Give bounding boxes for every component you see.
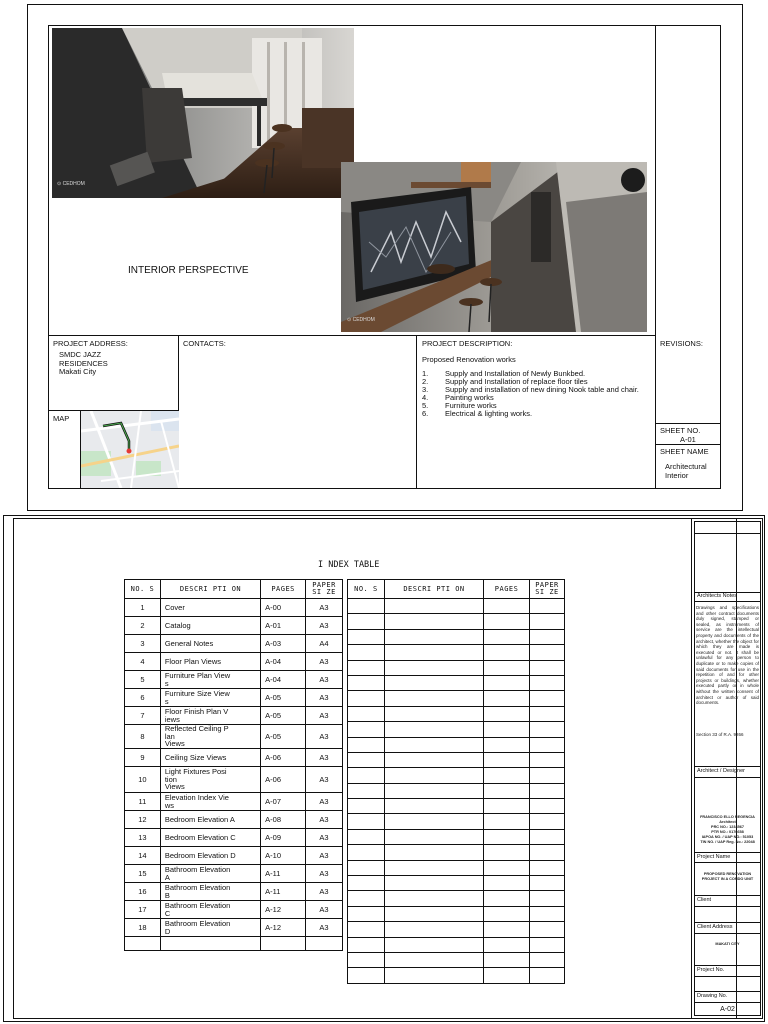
table-row — [348, 968, 565, 983]
tb-rule — [694, 601, 761, 602]
empty-cell — [384, 860, 483, 875]
empty-cell — [484, 752, 530, 767]
description-list — [422, 370, 652, 418]
table-row — [125, 767, 343, 793]
table-row — [348, 675, 565, 690]
tb-rule — [694, 533, 761, 534]
empty-cell — [484, 860, 530, 875]
tb-rule — [694, 965, 761, 966]
cell-no: 5 — [125, 671, 161, 689]
empty-cell — [384, 891, 483, 906]
table-row — [348, 814, 565, 829]
cell-description: Bedroom Elevation D — [160, 847, 260, 865]
description-item: 1. Supply and Installation of Newly Bunkbed. — [422, 369, 586, 378]
cell-size: A3 — [306, 767, 343, 793]
empty-cell — [484, 768, 530, 783]
table-row — [125, 811, 343, 829]
empty-cell — [530, 829, 565, 844]
cell-description: Catalog — [160, 617, 260, 635]
watermark-2: ⊙ CEDHOM — [347, 317, 375, 323]
cell-no: 14 — [125, 847, 161, 865]
cell-no: 8 — [125, 725, 161, 749]
empty-cell — [484, 829, 530, 844]
tb-rule — [694, 906, 761, 907]
cell-description: Furniture Plan View s — [160, 671, 260, 689]
empty-cell — [484, 737, 530, 752]
empty-cell — [530, 952, 565, 967]
col-header-pages: PAGES — [484, 580, 530, 599]
table-row — [348, 845, 565, 860]
cell-size: A3 — [306, 707, 343, 725]
empty-cell — [348, 860, 385, 875]
tb-rule — [694, 895, 761, 896]
cell-pages: A-12 — [261, 919, 306, 937]
client-address-label: Client Address — [697, 924, 733, 930]
client-address-value: MAKATI CITY — [715, 942, 740, 946]
description-item: 5. Furniture works — [422, 401, 497, 410]
project-description-intro: Proposed Renovation works — [422, 355, 516, 364]
empty-cell — [348, 752, 385, 767]
tb-rule — [694, 991, 761, 992]
empty-cell — [348, 922, 385, 937]
tb-rule — [694, 852, 761, 853]
cell-description: Bathroom Elevation C — [160, 901, 260, 919]
project-no-label: Project No. — [697, 967, 725, 973]
cell-description — [160, 937, 260, 951]
col-header-paper-size: PAPER SI ZE — [530, 580, 565, 599]
empty-cell — [384, 906, 483, 921]
architects-notes-text: Drawings and specifications and other contract documents duly signed, stamped or sealed, as instruments of service are the intellectual property and documents of the architect, whether the object for which they are made is executed or not. It shall be unlawful for any person to duplicate or to make copies of said documents for use in the repetition of and for other projects or buildings, whether executed partly or in whole without the written consent of architect or author of said documents. — [696, 605, 759, 706]
cell-description: Floor Finish Plan V iews — [160, 707, 260, 725]
empty-cell — [348, 675, 385, 690]
contacts-label: CONTACTS: — [183, 339, 226, 348]
cell-no: 9 — [125, 749, 161, 767]
empty-cell — [484, 691, 530, 706]
table-row — [348, 722, 565, 737]
cell-description: Elevation Index Vie ws — [160, 793, 260, 811]
sheet-no-value: A-01 — [680, 435, 696, 444]
project-name-value: PROPOSED RENOVATION PROJECT IN A CONDO UNIT — [701, 872, 754, 881]
empty-cell — [484, 629, 530, 644]
empty-cell — [384, 799, 483, 814]
cell-size: A3 — [306, 865, 343, 883]
col-header-no: NO. S — [348, 580, 385, 599]
cell-no: 15 — [125, 865, 161, 883]
col-header-paper-size: PAPER SI ZE — [306, 580, 343, 599]
empty-cell — [530, 906, 565, 921]
empty-cell — [484, 660, 530, 675]
cell-pages: A-09 — [261, 829, 306, 847]
empty-cell — [484, 614, 530, 629]
table-row — [348, 829, 565, 844]
project-name-label: Project Name — [697, 854, 731, 860]
cell-no: 17 — [125, 901, 161, 919]
cell-pages: A-01 — [261, 617, 306, 635]
empty-cell — [530, 691, 565, 706]
empty-cell — [484, 876, 530, 891]
empty-cell — [530, 937, 565, 952]
architect-info: FRANCISCO ELLO REGENCIA Architect PRC NO.: 1234567 PTR NO.: 0176658 IAPOA NO. / UAP NO.: 51053 TIN NO. / UAP Reg. No.: 22048 — [700, 815, 755, 844]
tb-rule — [694, 766, 761, 767]
project-address-label: PROJECT ADDRESS: — [53, 339, 128, 348]
empty-cell — [348, 645, 385, 660]
architects-notes-label: Architects Notes — [697, 593, 738, 599]
sheet-name-divider — [655, 444, 721, 445]
cell-no: 18 — [125, 919, 161, 937]
cell-pages: A-06 — [261, 767, 306, 793]
location-map — [81, 411, 179, 488]
col-header-description: DESCRI PTI ON — [384, 580, 483, 599]
table-row — [125, 707, 343, 725]
col-header-description: DESCRI PTI ON — [160, 580, 260, 599]
empty-cell — [348, 706, 385, 721]
table-row — [125, 689, 343, 707]
cell-pages: A-04 — [261, 671, 306, 689]
cell-no: 12 — [125, 811, 161, 829]
cell-pages: A-05 — [261, 707, 306, 725]
col-header-no: NO. S — [125, 580, 161, 599]
empty-cell — [484, 675, 530, 690]
empty-cell — [348, 737, 385, 752]
empty-cell — [530, 876, 565, 891]
table-row — [125, 901, 343, 919]
sheet-no-label: SHEET NO. — [660, 426, 701, 435]
empty-cell — [384, 706, 483, 721]
info-divider-2 — [416, 335, 417, 489]
cell-pages: A-10 — [261, 847, 306, 865]
tb-rule — [694, 777, 761, 778]
empty-cell — [348, 768, 385, 783]
empty-cell — [530, 629, 565, 644]
table-row — [125, 635, 343, 653]
empty-cell — [384, 752, 483, 767]
cell-description: Ceiling Size Views — [160, 749, 260, 767]
empty-cell — [484, 845, 530, 860]
revisions-label: REVISIONS: — [660, 339, 703, 348]
cell-pages: A-04 — [261, 653, 306, 671]
empty-cell — [530, 660, 565, 675]
index-table-left — [124, 579, 343, 951]
drawing-no-value: A-02 — [720, 1006, 735, 1013]
table-row — [125, 749, 343, 767]
empty-cell — [530, 737, 565, 752]
cell-size: A3 — [306, 829, 343, 847]
empty-cell — [484, 952, 530, 967]
cell-size: A3 — [306, 617, 343, 635]
cell-size: A3 — [306, 847, 343, 865]
empty-cell — [484, 906, 530, 921]
table-row — [125, 919, 343, 937]
cell-description: Bedroom Elevation A — [160, 811, 260, 829]
empty-cell — [348, 660, 385, 675]
cell-pages: A-03 — [261, 635, 306, 653]
empty-cell — [384, 968, 483, 983]
tb-rule — [694, 922, 761, 923]
table-row — [348, 614, 565, 629]
empty-cell — [384, 599, 483, 614]
table-row — [348, 691, 565, 706]
cell-size: A3 — [306, 689, 343, 707]
table-row — [348, 937, 565, 952]
cell-size: A3 — [306, 793, 343, 811]
empty-cell — [530, 752, 565, 767]
empty-cell — [484, 706, 530, 721]
table-row — [348, 706, 565, 721]
empty-cell — [384, 922, 483, 937]
empty-cell — [530, 599, 565, 614]
cell-pages: A-06 — [261, 749, 306, 767]
table-row — [348, 906, 565, 921]
cell-description: Reflected Ceiling P lan Views — [160, 725, 260, 749]
cell-no — [125, 937, 161, 951]
cell-size: A3 — [306, 811, 343, 829]
empty-cell — [348, 952, 385, 967]
cell-size: A3 — [306, 919, 343, 937]
table-row — [348, 752, 565, 767]
cell-description: Bathroom Elevation D — [160, 919, 260, 937]
cell-size: A3 — [306, 725, 343, 749]
table-row — [125, 793, 343, 811]
empty-cell — [530, 860, 565, 875]
table-row — [348, 629, 565, 644]
map-label: MAP — [53, 414, 70, 423]
empty-cell — [348, 783, 385, 798]
description-item: 2. Supply and Installation of replace floor tiles — [422, 377, 588, 386]
table-row — [125, 883, 343, 901]
project-address-value: SMDC JAZZ RESIDENCES Makati City — [59, 350, 108, 376]
empty-cell — [484, 799, 530, 814]
empty-cell — [384, 691, 483, 706]
table-row — [125, 865, 343, 883]
empty-cell — [530, 891, 565, 906]
table-row — [348, 783, 565, 798]
cell-pages: A-00 — [261, 599, 306, 617]
cell-description: Bathroom Elevation A — [160, 865, 260, 883]
sheet-name-value: Architectural Interior — [665, 462, 707, 480]
sheet-1-top-rule — [27, 4, 743, 5]
cell-no: 6 — [125, 689, 161, 707]
empty-cell — [384, 937, 483, 952]
table-row — [125, 847, 343, 865]
empty-cell — [484, 645, 530, 660]
cell-size — [306, 937, 343, 951]
cell-no: 1 — [125, 599, 161, 617]
empty-cell — [484, 722, 530, 737]
tb-rule — [694, 862, 761, 863]
cell-size: A3 — [306, 901, 343, 919]
empty-cell — [384, 768, 483, 783]
cell-pages: A-12 — [261, 901, 306, 919]
cell-size: A3 — [306, 749, 343, 767]
table-row — [125, 599, 343, 617]
title-column-divider — [655, 25, 656, 489]
empty-cell — [348, 906, 385, 921]
cell-pages: A-05 — [261, 689, 306, 707]
table-row — [348, 952, 565, 967]
cell-size: A4 — [306, 635, 343, 653]
cell-no: 3 — [125, 635, 161, 653]
cell-size: A3 — [306, 671, 343, 689]
cell-no: 16 — [125, 883, 161, 901]
cell-size: A3 — [306, 653, 343, 671]
empty-cell — [530, 922, 565, 937]
table-row — [348, 645, 565, 660]
empty-cell — [384, 814, 483, 829]
cell-pages: A-05 — [261, 725, 306, 749]
empty-cell — [384, 876, 483, 891]
empty-cell — [530, 845, 565, 860]
cell-pages: A-07 — [261, 793, 306, 811]
sheet-no-divider — [655, 423, 721, 424]
tb-rule — [694, 976, 761, 977]
empty-cell — [530, 968, 565, 983]
cell-description: Furniture Size View s — [160, 689, 260, 707]
cell-description: Light Fixtures Posi tion Views — [160, 767, 260, 793]
cell-description: General Notes — [160, 635, 260, 653]
description-item: 4. Painting works — [422, 393, 494, 402]
empty-cell — [348, 599, 385, 614]
empty-cell — [384, 737, 483, 752]
empty-cell — [484, 599, 530, 614]
empty-cell — [530, 722, 565, 737]
empty-cell — [484, 968, 530, 983]
client-label: Client — [697, 897, 712, 903]
empty-cell — [384, 629, 483, 644]
table-row — [348, 799, 565, 814]
empty-cell — [384, 675, 483, 690]
cell-description: Floor Plan Views — [160, 653, 260, 671]
empty-cell — [384, 645, 483, 660]
table-row — [348, 876, 565, 891]
empty-cell — [484, 783, 530, 798]
cell-pages — [261, 937, 306, 951]
bunkbed-render — [52, 28, 354, 198]
info-band-divider — [48, 335, 655, 336]
cell-no: 4 — [125, 653, 161, 671]
empty-cell — [384, 829, 483, 844]
empty-cell — [348, 799, 385, 814]
watermark-1: ⊙ CEDHOM — [57, 181, 85, 187]
cell-description: Bedroom Elevation C — [160, 829, 260, 847]
tb-rule — [694, 1002, 761, 1003]
col-header-pages: PAGES — [261, 580, 306, 599]
cell-pages: A-08 — [261, 811, 306, 829]
interior-perspective-caption: INTERIOR PERSPECTIVE — [128, 265, 249, 276]
empty-cell — [484, 891, 530, 906]
empty-cell — [384, 952, 483, 967]
empty-cell — [530, 814, 565, 829]
dining-nook-render — [341, 162, 647, 332]
cell-no: 2 — [125, 617, 161, 635]
project-description-label: PROJECT DESCRIPTION: — [422, 339, 513, 348]
empty-cell — [484, 937, 530, 952]
cell-no: 13 — [125, 829, 161, 847]
table-row — [348, 922, 565, 937]
empty-cell — [348, 968, 385, 983]
cell-pages: A-11 — [261, 865, 306, 883]
table-row — [348, 860, 565, 875]
empty-cell — [530, 675, 565, 690]
architect-designer-label: Architect / Designer — [697, 768, 745, 774]
cell-description: Cover — [160, 599, 260, 617]
empty-cell — [530, 783, 565, 798]
cell-size: A3 — [306, 599, 343, 617]
table-row — [125, 725, 343, 749]
table-row — [348, 599, 565, 614]
table-row — [125, 937, 343, 951]
empty-cell — [484, 814, 530, 829]
description-item: 6. Electrical & lighting works. — [422, 409, 533, 418]
empty-cell — [484, 922, 530, 937]
empty-cell — [348, 829, 385, 844]
table-row — [125, 671, 343, 689]
table-row — [125, 829, 343, 847]
empty-cell — [530, 614, 565, 629]
index-table-title: I NDEX TABLE — [318, 560, 380, 570]
empty-cell — [530, 799, 565, 814]
cell-description: Bathroom Elevation B — [160, 883, 260, 901]
empty-cell — [384, 783, 483, 798]
tb-rule — [694, 933, 761, 934]
empty-cell — [384, 614, 483, 629]
empty-cell — [384, 660, 483, 675]
cell-no: 11 — [125, 793, 161, 811]
empty-cell — [530, 768, 565, 783]
empty-cell — [384, 845, 483, 860]
empty-cell — [348, 614, 385, 629]
empty-cell — [530, 645, 565, 660]
empty-cell — [384, 722, 483, 737]
empty-cell — [348, 937, 385, 952]
table-row — [348, 891, 565, 906]
drawing-no-label: Drawing No. — [697, 993, 728, 999]
table-row — [348, 660, 565, 675]
index-table-right — [347, 579, 565, 984]
empty-cell — [530, 706, 565, 721]
empty-cell — [348, 891, 385, 906]
empty-cell — [348, 691, 385, 706]
sheet-name-label: SHEET NAME — [660, 447, 709, 456]
table-row — [125, 617, 343, 635]
cell-no: 7 — [125, 707, 161, 725]
empty-cell — [348, 814, 385, 829]
empty-cell — [348, 876, 385, 891]
table-row — [125, 653, 343, 671]
empty-cell — [348, 629, 385, 644]
cell-no: 10 — [125, 767, 161, 793]
description-item: 3. Supply and installation of new dining Nook table and chair. — [422, 385, 639, 394]
cell-size: A3 — [306, 883, 343, 901]
table-row — [348, 737, 565, 752]
empty-cell — [348, 722, 385, 737]
empty-cell — [348, 845, 385, 860]
table-row — [348, 768, 565, 783]
cell-pages: A-11 — [261, 883, 306, 901]
architects-notes-ref: Section 33 of R.A. 9266 — [696, 732, 744, 737]
